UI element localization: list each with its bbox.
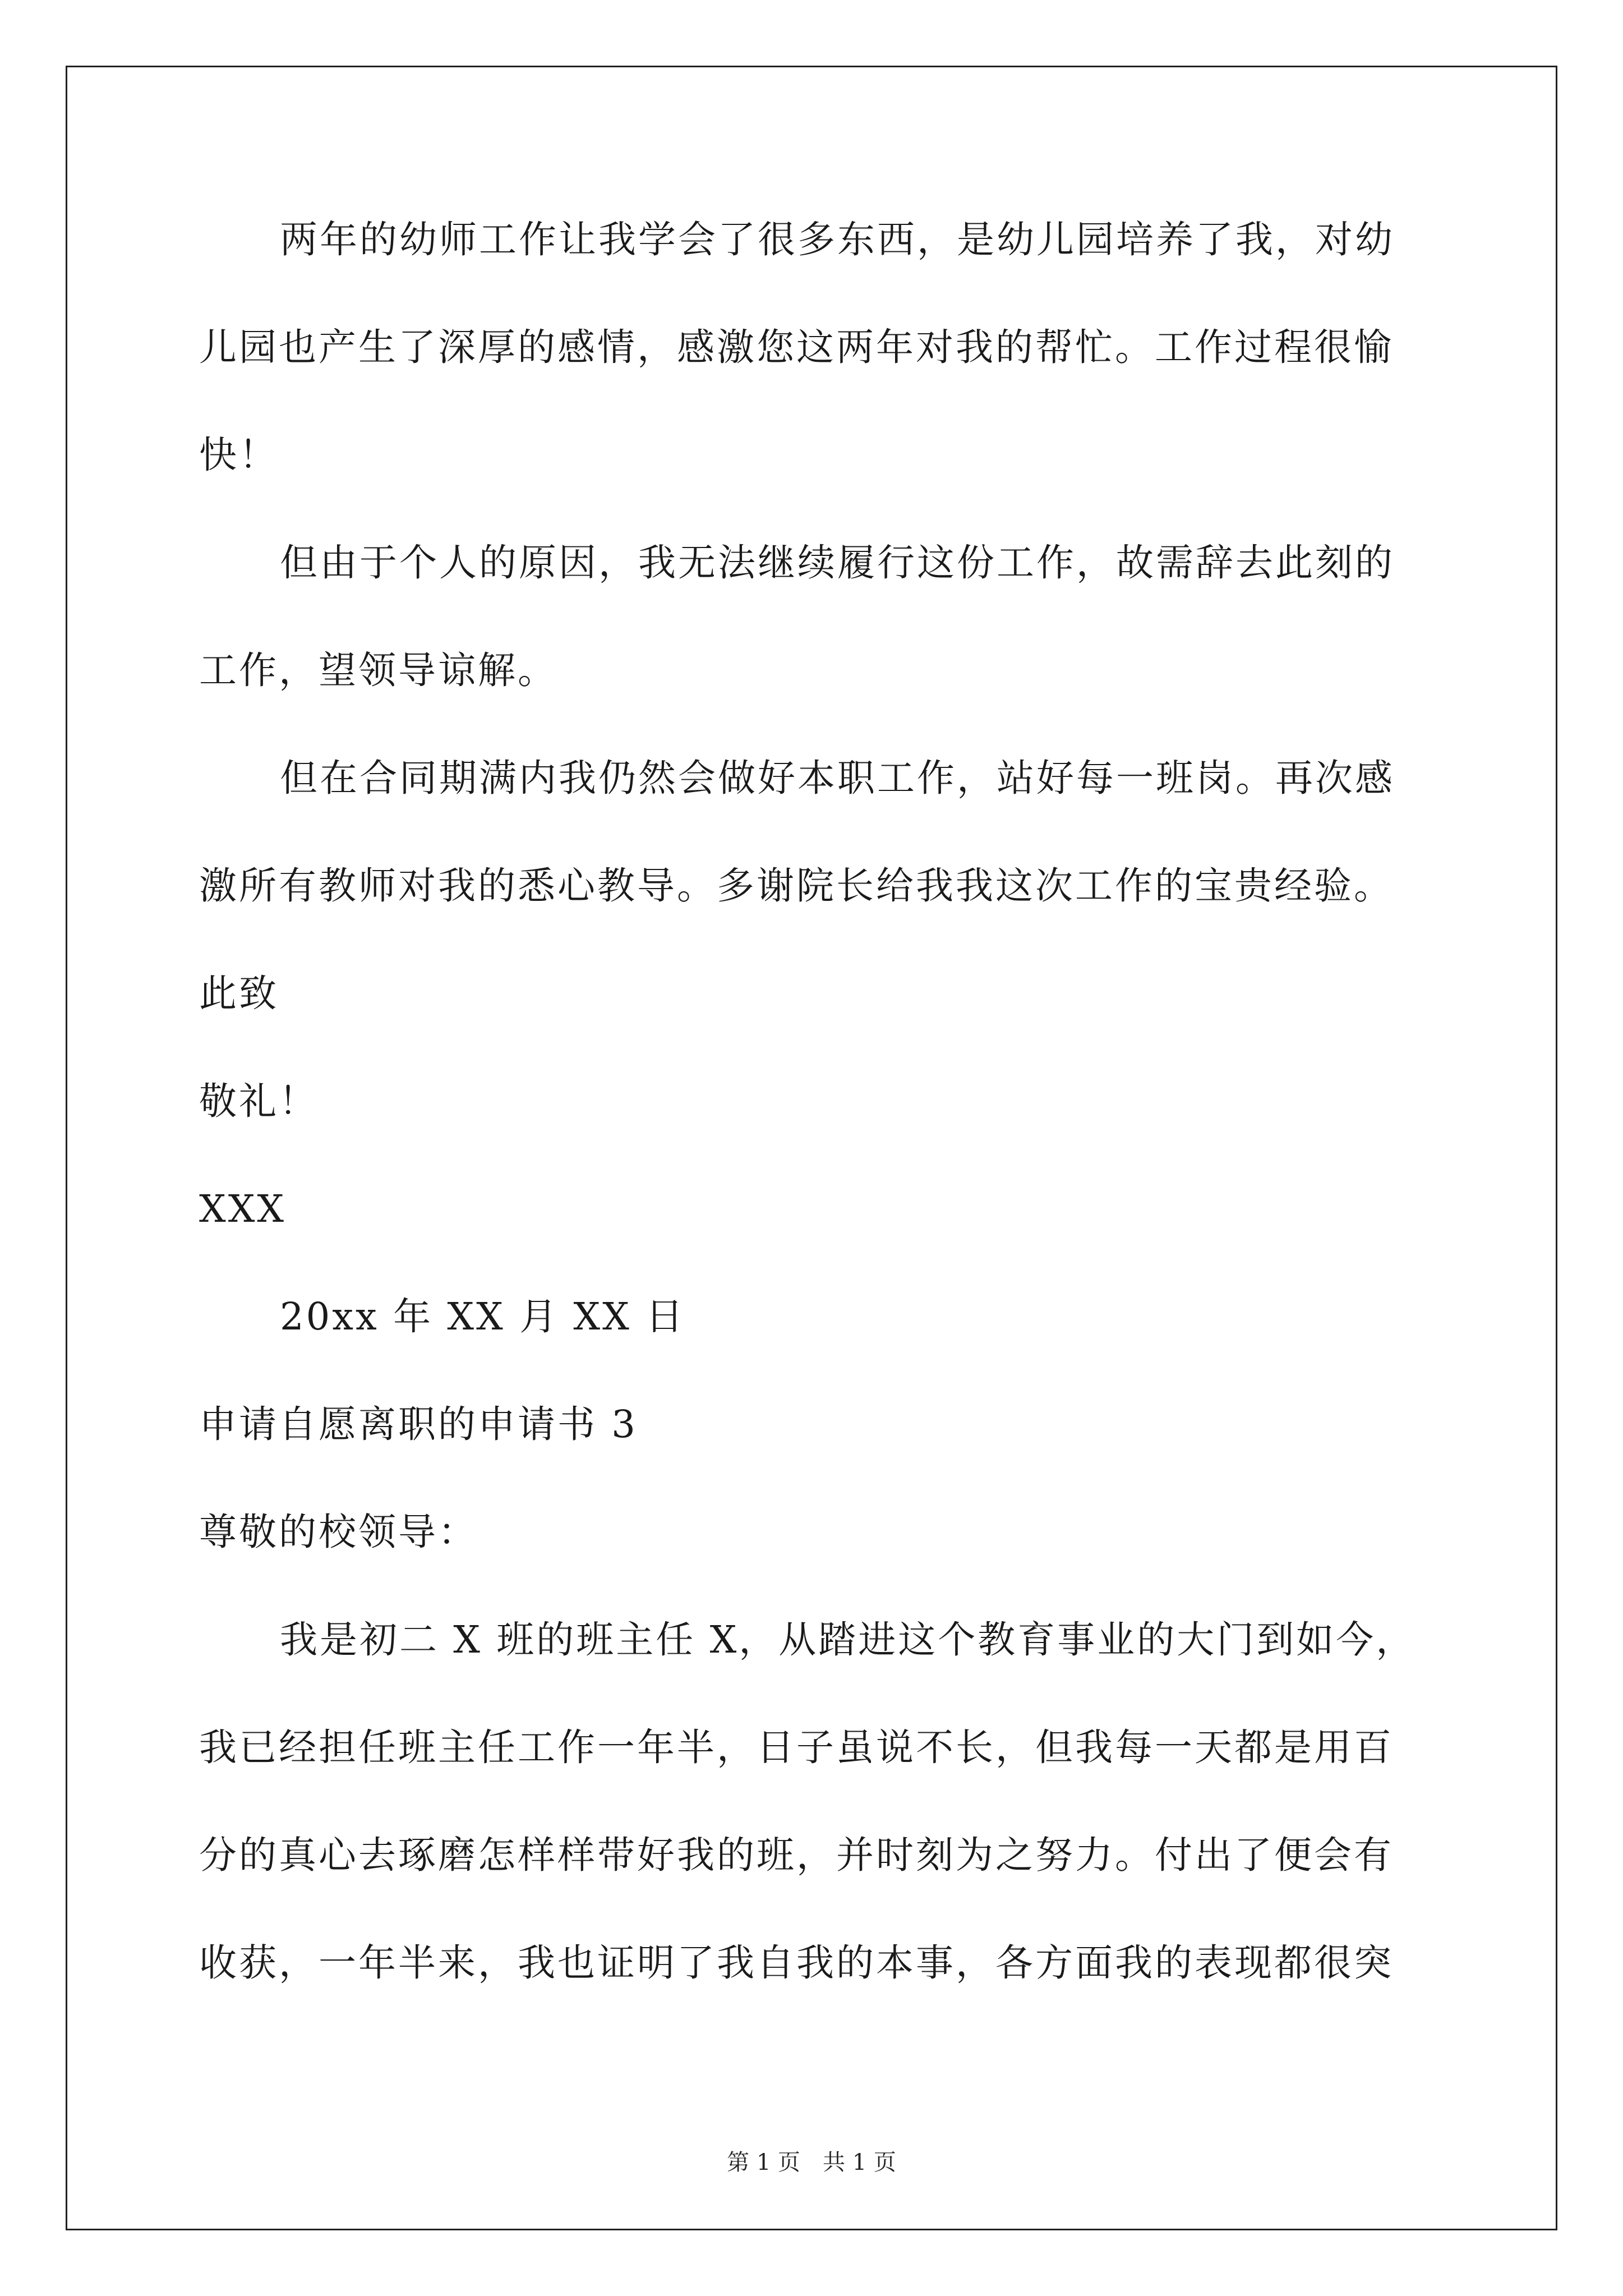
page-footer: 第 1 页 共 1 页 <box>727 2150 896 2175</box>
closing-line-1: 此致 <box>199 972 279 1015</box>
paragraph-1-line-1: 两年的幼师工作让我学会了很多东西，是幼儿园培养了我，对幼 <box>280 218 1395 261</box>
paragraph-4-line-2: 我已经担任班主任工作一年半，日子虽说不长，但我每一天都是用百 <box>199 1726 1394 1769</box>
closing-line-2: 敬礼！ <box>199 1079 319 1123</box>
paragraph-1-line-3: 快！ <box>199 433 279 477</box>
paragraph-2-line-2: 工作，望领导谅解。 <box>199 648 557 692</box>
paragraph-3-line-2: 激所有教师对我的悉心教导。多谢院长给我我这次工作的宝贵经验。 <box>199 864 1394 908</box>
paragraph-3-line-1: 但在合同期满内我仍然会做好本职工作，站好每一班岗。再次感 <box>280 756 1395 800</box>
paragraph-1-line-2: 儿园也产生了深厚的感情，感激您这两年对我的帮忙。工作过程很愉 <box>199 325 1394 369</box>
paragraph-4-line-4: 收获，一年半来，我也证明了我自我的本事，各方面我的表现都很突 <box>199 1941 1394 1985</box>
paragraph-4-line-3: 分的真心去琢磨怎样样带好我的班，并时刻为之努力。付出了便会有 <box>199 1833 1394 1877</box>
paragraph-2-line-1: 但由于个人的原因，我无法继续履行这份工作，故需辞去此刻的 <box>280 541 1395 585</box>
date-line: 20xx 年 XX 月 XX 日 <box>280 1295 686 1338</box>
page-border <box>66 66 1557 2230</box>
signature: XXX <box>199 1187 287 1231</box>
section-heading: 申请自愿离职的申请书 3 <box>199 1402 638 1446</box>
paragraph-4-line-1: 我是初二 X 班的班主任 X，从踏进这个教育事业的大门到如今， <box>280 1618 1416 1662</box>
salutation: 尊敬的校领导： <box>199 1510 478 1554</box>
